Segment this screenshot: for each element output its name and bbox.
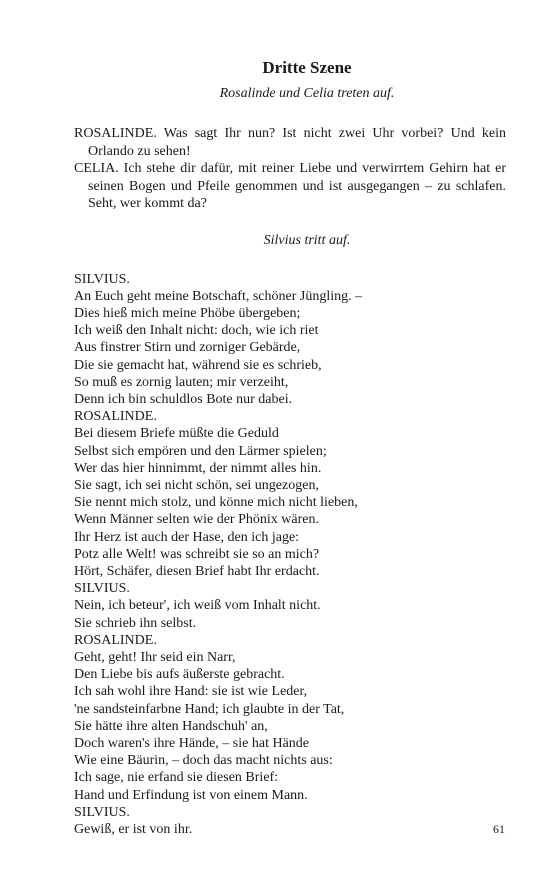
verse-line: Ihr Herz ist auch der Hase, den ich jage: <box>74 529 300 545</box>
prose-dialogue <box>74 125 506 213</box>
verse-line: Wer das hier hinnimmt, der nimmt alles hin. <box>74 460 322 476</box>
speaker-label: SILVIUS. <box>74 271 130 287</box>
verse-line: Potz alle Welt! was schreibt sie so an mich? <box>74 546 320 562</box>
verse-line: Denn ich bin schuldlos Bote nur dabei. <box>74 391 293 407</box>
verse-line: Hört, Schäfer, diesen Brief habt Ihr erdacht. <box>74 563 320 579</box>
verse-line: Sie sagt, ich sei nicht schön, sei ungezogen, <box>74 477 319 493</box>
stage-direction: Rosalinde und Celia treten auf. <box>219 86 395 101</box>
speaker-label: ROSALINDE. <box>74 409 157 425</box>
verse-line: Ich sah wohl ihre Hand: sie ist wie Leder, <box>74 684 308 700</box>
verse-line: Gewiß, er ist von ihr. <box>74 822 193 837</box>
speech-celia: CELIA. Ich stehe dir dafür, mit reiner Liebe und verwirrtem Gehirn hat er seinen Bogen und Pfeile genommen und ist ausgegangen – zu schlafen. Seht, wer kommt da? <box>74 161 506 211</box>
speech-rosalinde: ROSALINDE. Was sagt Ihr nun? Ist nicht zwei Uhr vorbei? Und kein Orlando zu sehen! <box>74 126 506 159</box>
book-page <box>74 56 506 838</box>
scene-title: Dritte Szene <box>262 58 352 77</box>
verse-dialogue <box>74 271 506 839</box>
verse-line: 'ne sandsteinfarbne Hand; ich glaubte in der Tat, <box>74 701 345 717</box>
verse-line: An Euch geht meine Botschaft, schöner Jüngling. – <box>74 288 363 304</box>
verse-line: Geht, geht! Ihr seid ein Narr, <box>74 649 236 665</box>
verse-line: Aus finstrer Stirn und zorniger Gebärde, <box>74 340 301 356</box>
speaker-label: SILVIUS. <box>74 804 130 820</box>
verse-line: Ich sage, nie erfand sie diesen Brief: <box>74 770 279 786</box>
verse-line: Selbst sich empören und den Lärmer spielen; <box>74 443 327 459</box>
verse-line: Sie schrieb ihn selbst. <box>74 615 197 631</box>
verse-line: Hand und Erfindung ist von einem Mann. <box>74 787 308 803</box>
verse-line: Sie nennt mich stolz, und könne mich nicht lieben, <box>74 495 358 511</box>
verse-line: Nein, ich beteur', ich weiß vom Inhalt nicht. <box>74 598 321 614</box>
page-number: 61 <box>493 822 505 836</box>
verse-line: Doch waren's ihre Hände, – sie hat Hände <box>74 735 309 751</box>
verse-line: Ich weiß den Inhalt nicht: doch, wie ich riet <box>74 323 319 339</box>
verse-line: Den Liebe bis aufs äußerste gebracht. <box>74 667 285 683</box>
verse-line: Wie eine Bäurin, – doch das macht nichts aus: <box>74 753 333 769</box>
verse-line: Wenn Männer selten wie der Phönix wären. <box>74 512 319 528</box>
speaker-label: SILVIUS. <box>74 581 130 597</box>
verse-line: Bei diesem Briefe müßte die Geduld <box>74 426 279 442</box>
stage-direction-silvius: Silvius tritt auf. <box>263 232 351 248</box>
verse-line: Dies hieß mich meine Phöbe übergeben; <box>74 305 301 321</box>
verse-line: Die sie gemacht hat, während sie es schrieb, <box>74 357 322 373</box>
verse-line: Sie hätte ihre alten Handschuh' an, <box>74 718 268 734</box>
speaker-label: ROSALINDE. <box>74 632 157 648</box>
verse-line: So muß es zornig lauten; mir verzeiht, <box>74 374 289 390</box>
